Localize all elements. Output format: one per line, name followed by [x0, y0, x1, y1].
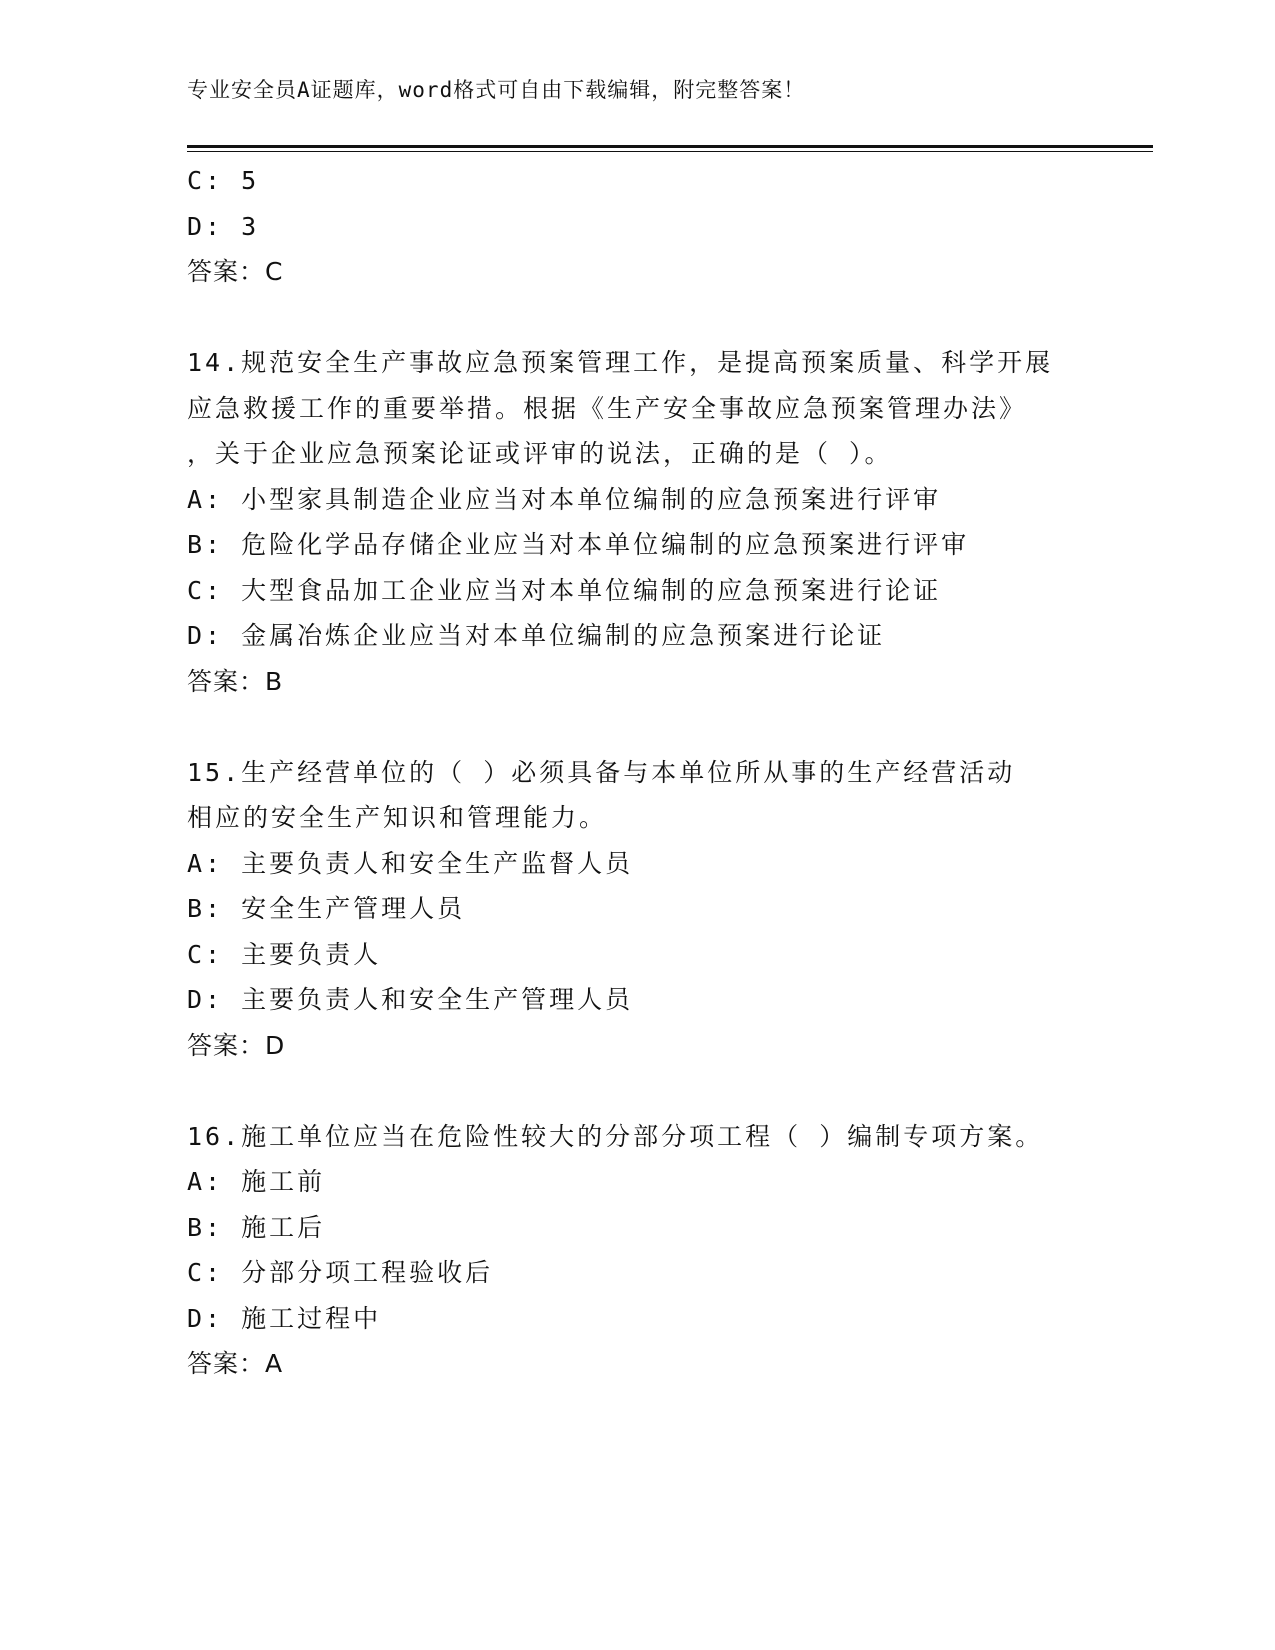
option-line: B: 危险化学品存储企业应当对本单位编制的应急预案进行评审	[187, 530, 970, 559]
question-text: 相应的安全生产知识和管理能力。	[187, 803, 608, 832]
option-line: B: 施工后	[187, 1212, 326, 1242]
spacer	[187, 704, 1153, 750]
answer-line: 答案：D	[187, 1030, 286, 1060]
option-line: C: 5	[187, 166, 260, 195]
answer-line: 答案：A	[187, 1349, 284, 1378]
prev-question	[187, 158, 1153, 295]
question-text: 应急救援工作的重要举措。根据《生产安全事故应急预案管理办法》	[187, 393, 1028, 423]
option-line: C: 主要负责人	[187, 939, 382, 969]
page-header: 专业安全员A证题库，word格式可自由下载编辑，附完整答案！	[187, 78, 806, 102]
option-line: D: 主要负责人和安全生产管理人员	[187, 985, 634, 1014]
question-text: 16.施工单位应当在危险性较大的分部分项工程（ ）编制专项方案。	[187, 1121, 1044, 1151]
option-line: C: 大型食品加工企业应当对本单位编制的应急预案进行论证	[187, 575, 942, 605]
header-rule-thin	[187, 151, 1153, 152]
header-rule	[187, 145, 1153, 148]
spacer	[187, 1068, 1153, 1114]
answer-line: 答案：B	[187, 666, 284, 696]
option-line: D: 3	[187, 211, 260, 241]
answer-line: 答案：C	[187, 257, 284, 286]
question-text: 14.规范安全生产事故应急预案管理工作，是提高预案质量、科学开展	[187, 348, 1054, 377]
option-line: C: 分部分项工程验收后	[187, 1258, 494, 1287]
question-14	[187, 340, 1153, 704]
option-line: A: 施工前	[187, 1167, 326, 1196]
document-content	[187, 158, 1153, 1387]
question-16	[187, 1114, 1153, 1387]
spacer	[187, 295, 1153, 341]
option-line: D: 施工过程中	[187, 1303, 382, 1333]
question-15	[187, 750, 1153, 1069]
question-text: ，关于企业应急预案论证或评审的说法，正确的是（ ）。	[187, 439, 893, 468]
option-line: B: 安全生产管理人员	[187, 894, 466, 923]
question-text: 15.生产经营单位的（ ）必须具备与本单位所从事的生产经营活动	[187, 757, 1016, 787]
option-line: D: 金属冶炼企业应当对本单位编制的应急预案进行论证	[187, 621, 886, 650]
option-line: A: 小型家具制造企业应当对本单位编制的应急预案进行评审	[187, 484, 942, 514]
option-line: A: 主要负责人和安全生产监督人员	[187, 848, 634, 878]
